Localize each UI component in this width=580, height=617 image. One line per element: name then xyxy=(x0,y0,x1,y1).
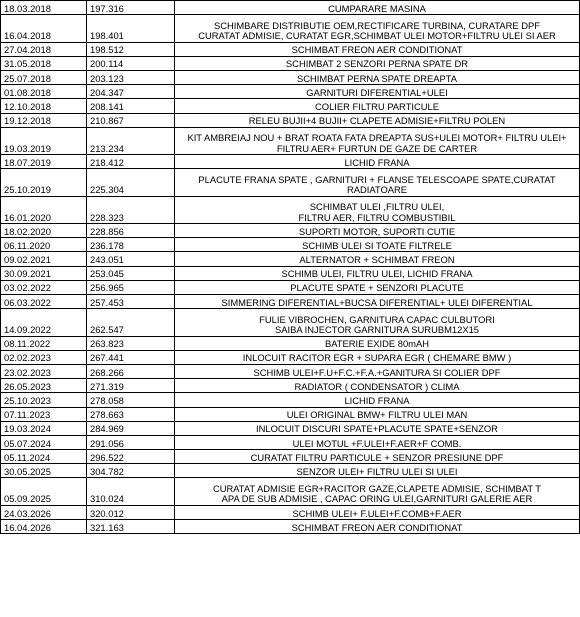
table-row xyxy=(1,127,580,154)
date-cell: 16.01.2020 xyxy=(1,196,87,223)
date-cell: 03.02.2022 xyxy=(1,280,87,294)
work-description-cell: KIT AMBREIAJ NOU + BRAT ROATA FATA DREAPTA SUS+ULEI MOTOR+ FILTRU ULEI+ FILTRU AER+ FURTUN DE GAZE DE CARTER xyxy=(175,127,580,154)
date-cell: 24.03.2026 xyxy=(1,505,87,519)
work-description-cell: FULIE VIBROCHEN, GARNITURA CAPAC CULBUTORI SAIBA INJECTOR GARNITURA SURUBM12X15 xyxy=(175,309,580,336)
mileage-cell: 271.319 xyxy=(87,379,175,393)
table-row xyxy=(1,435,580,449)
table-row xyxy=(1,379,580,393)
table-row xyxy=(1,350,580,364)
mileage-cell: 310.024 xyxy=(87,478,175,505)
work-description-cell: SCHIMBAT PERNA SPATE DREAPTA xyxy=(175,70,580,84)
table-row xyxy=(1,56,580,70)
date-cell: 01.08.2018 xyxy=(1,85,87,99)
date-cell: 09.02.2021 xyxy=(1,252,87,266)
mileage-cell: 268.266 xyxy=(87,364,175,378)
date-cell: 31.05.2018 xyxy=(1,56,87,70)
table-row xyxy=(1,42,580,56)
mileage-cell: 197.316 xyxy=(87,1,175,15)
date-cell: 05.07.2024 xyxy=(1,435,87,449)
work-description-cell: SENZOR ULEI+ FILTRU ULEI SI ULEI xyxy=(175,464,580,478)
work-description-cell: LICHID FRANA xyxy=(175,155,580,169)
mileage-cell: 263.823 xyxy=(87,336,175,350)
work-description-cell: SCHIMBARE DISTRIBUTIE OEM,RECTIFICARE TURBINA, CURATARE DPF CURATAT ADMISIE, CURATAT EGR,SCHIMBAT ULEI MOTOR+FILTRU ULEI SI AER xyxy=(175,15,580,42)
table-row xyxy=(1,520,580,534)
table-row xyxy=(1,266,580,280)
mileage-cell: 291.056 xyxy=(87,435,175,449)
date-cell: 27.04.2018 xyxy=(1,42,87,56)
date-cell: 07.11.2023 xyxy=(1,407,87,421)
mileage-cell: 198.512 xyxy=(87,42,175,56)
date-cell: 19.03.2019 xyxy=(1,127,87,154)
work-description-cell: COLIER FILTRU PARTICULE xyxy=(175,99,580,113)
work-description-cell: CURATAT ADMISIE EGR+RACITOR GAZE,CLAPETE ADMISIE, SCHIMBAT T APA DE SUB ADMISIE , CAPAC ORING ULEI,GARNITURI GALERIE AER xyxy=(175,478,580,505)
work-description-cell: RADIATOR ( CONDENSATOR ) CLIMA xyxy=(175,379,580,393)
mileage-cell: 284.969 xyxy=(87,421,175,435)
date-cell: 05.11.2024 xyxy=(1,450,87,464)
mileage-cell: 208.141 xyxy=(87,99,175,113)
mileage-cell: 218.412 xyxy=(87,155,175,169)
mileage-cell: 243.051 xyxy=(87,252,175,266)
mileage-cell: 262.547 xyxy=(87,309,175,336)
table-row xyxy=(1,155,580,169)
work-description-cell: BATERIE EXIDE 80mAH xyxy=(175,336,580,350)
work-description-cell: SCHIMBAT FREON AER CONDITIONAT xyxy=(175,520,580,534)
date-cell: 19.03.2024 xyxy=(1,421,87,435)
work-description-cell: ULEI ORIGINAL BMW+ FILTRU ULEI MAN xyxy=(175,407,580,421)
mileage-cell: 225.304 xyxy=(87,169,175,196)
mileage-cell: 278.663 xyxy=(87,407,175,421)
mileage-cell: 200.114 xyxy=(87,56,175,70)
date-cell: 19.12.2018 xyxy=(1,113,87,127)
mileage-cell: 236.178 xyxy=(87,238,175,252)
date-cell: 06.11.2020 xyxy=(1,238,87,252)
work-description-cell: CURATAT FILTRU PARTICULE + SENZOR PRESIUNE DPF xyxy=(175,450,580,464)
work-description-cell: SCHIMB ULEI+F.U+F.C.+F.A.+GANITURA SI COLIER DPF xyxy=(175,364,580,378)
date-cell: 06.03.2022 xyxy=(1,295,87,309)
work-description-cell: SCHIMB ULEI, FILTRU ULEI, LICHID FRANA xyxy=(175,266,580,280)
date-cell: 18.07.2019 xyxy=(1,155,87,169)
table-row xyxy=(1,295,580,309)
date-cell: 25.10.2023 xyxy=(1,393,87,407)
table-row xyxy=(1,407,580,421)
mileage-cell: 228.323 xyxy=(87,196,175,223)
mileage-cell: 210.867 xyxy=(87,113,175,127)
table-row xyxy=(1,505,580,519)
table-row xyxy=(1,280,580,294)
work-description-cell: SIMMERING DIFERENTIAL+BUCSA DIFERENTIAL+ ULEI DIFERENTIAL xyxy=(175,295,580,309)
date-cell: 23.02.2023 xyxy=(1,364,87,378)
table-row xyxy=(1,336,580,350)
date-cell: 30.05.2025 xyxy=(1,464,87,478)
date-cell: 18.03.2018 xyxy=(1,1,87,15)
date-cell: 25.10.2019 xyxy=(1,169,87,196)
table-row xyxy=(1,478,580,505)
mileage-cell: 278.058 xyxy=(87,393,175,407)
table-row xyxy=(1,450,580,464)
date-cell: 18.02.2020 xyxy=(1,224,87,238)
date-cell: 26.05.2023 xyxy=(1,379,87,393)
date-cell: 16.04.2018 xyxy=(1,15,87,42)
table-row xyxy=(1,393,580,407)
mileage-cell: 321.163 xyxy=(87,520,175,534)
mileage-cell: 198.401 xyxy=(87,15,175,42)
table-row xyxy=(1,99,580,113)
mileage-cell: 253.045 xyxy=(87,266,175,280)
mileage-cell: 296.522 xyxy=(87,450,175,464)
work-description-cell: SCHIMBAT ULEI ,FILTRU ULEI, FILTRU AER, FILTRU COMBUSTIBIL xyxy=(175,196,580,223)
table-row xyxy=(1,113,580,127)
work-description-cell: INLOCUIT DISCURI SPATE+PLACUTE SPATE+SENZOR xyxy=(175,421,580,435)
table-row xyxy=(1,1,580,15)
table-row xyxy=(1,364,580,378)
work-description-cell: SCHIMB ULEI SI TOATE FILTRELE xyxy=(175,238,580,252)
work-description-cell: SCHIMB ULEI+ F.ULEI+F.COMB+F.AER xyxy=(175,505,580,519)
work-description-cell: PLACUTE SPATE + SENZORI PLACUTE xyxy=(175,280,580,294)
table-row xyxy=(1,15,580,42)
mileage-cell: 203.123 xyxy=(87,70,175,84)
table-row xyxy=(1,421,580,435)
date-cell: 05.09.2025 xyxy=(1,478,87,505)
service-log-body xyxy=(1,1,580,534)
work-description-cell: SUPORTI MOTOR, SUPORTI CUTIE xyxy=(175,224,580,238)
table-row xyxy=(1,85,580,99)
work-description-cell: ALTERNATOR + SCHIMBAT FREON xyxy=(175,252,580,266)
date-cell: 12.10.2018 xyxy=(1,99,87,113)
work-description-cell: LICHID FRANA xyxy=(175,393,580,407)
table-row xyxy=(1,224,580,238)
work-description-cell: RELEU BUJII+4 BUJII+ CLAPETE ADMISIE+FILTRU POLEN xyxy=(175,113,580,127)
work-description-cell: SCHIMBAT FREON AER CONDITIONAT xyxy=(175,42,580,56)
table-row xyxy=(1,169,580,196)
mileage-cell: 213.234 xyxy=(87,127,175,154)
table-row xyxy=(1,309,580,336)
table-row xyxy=(1,196,580,223)
table-row xyxy=(1,252,580,266)
mileage-cell: 304.782 xyxy=(87,464,175,478)
table-row xyxy=(1,70,580,84)
date-cell: 02.02.2023 xyxy=(1,350,87,364)
date-cell: 16.04.2026 xyxy=(1,520,87,534)
date-cell: 08.11.2022 xyxy=(1,336,87,350)
date-cell: 25.07.2018 xyxy=(1,70,87,84)
date-cell: 14.09.2022 xyxy=(1,309,87,336)
table-row xyxy=(1,464,580,478)
work-description-cell: INLOCUIT RACITOR EGR + SUPARA EGR ( CHEMARE BMW ) xyxy=(175,350,580,364)
work-description-cell: CUMPARARE MASINA xyxy=(175,1,580,15)
mileage-cell: 204.347 xyxy=(87,85,175,99)
table-row xyxy=(1,238,580,252)
work-description-cell: GARNITURI DIFERENTIAL+ULEI xyxy=(175,85,580,99)
mileage-cell: 257.453 xyxy=(87,295,175,309)
work-description-cell: SCHIMBAT 2 SENZORI PERNA SPATE DR xyxy=(175,56,580,70)
mileage-cell: 228.856 xyxy=(87,224,175,238)
work-description-cell: ULEI MOTUL +F.ULEI+F.AER+F COMB. xyxy=(175,435,580,449)
date-cell: 30.09.2021 xyxy=(1,266,87,280)
mileage-cell: 267.441 xyxy=(87,350,175,364)
mileage-cell: 256.965 xyxy=(87,280,175,294)
work-description-cell: PLACUTE FRANA SPATE , GARNITURI + FLANSE TELESCOAPE SPATE,CURATAT RADIATOARE xyxy=(175,169,580,196)
mileage-cell: 320.012 xyxy=(87,505,175,519)
